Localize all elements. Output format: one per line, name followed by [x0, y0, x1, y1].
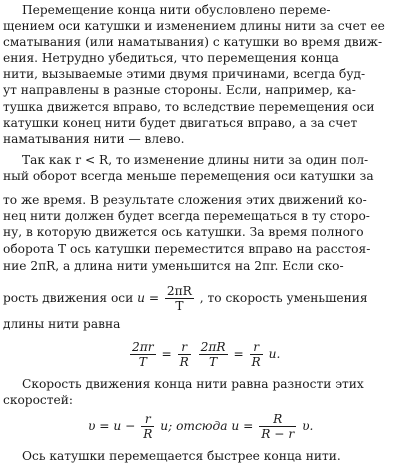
text-line: оборота T ось катушки переместится вправо на расстоя-: [3, 242, 371, 256]
equation-tail: υ.: [302, 419, 314, 433]
fraction: [178, 340, 191, 369]
text-line: ние 2πR, а длина нити уменьшится на 2πr. Если ско-: [3, 259, 344, 273]
fraction-numerator: R: [259, 412, 296, 427]
fraction-numerator: 2πR: [200, 340, 226, 354]
equation-left: υ = u −: [88, 419, 136, 433]
fraction-denominator: R: [251, 355, 261, 369]
speed-line: [3, 282, 368, 314]
fraction-denominator: R: [143, 427, 153, 441]
text-line: Перемещение конца нити обусловлено переме-: [22, 3, 331, 17]
text-line: ения. Нетрудно убедиться, что перемещения конца: [3, 51, 339, 65]
speed-fraction: [165, 284, 194, 313]
speed-u: u =: [137, 291, 160, 305]
text-line: наматывания нити — влево.: [3, 132, 185, 146]
fraction-denominator: R − r: [261, 427, 295, 441]
fraction: [130, 340, 156, 369]
fraction-numerator: 2πR: [166, 284, 192, 298]
text-line: то же время. В результате сложения этих движений ко-: [3, 193, 367, 207]
text-line: ну, в которую движется ось катушки. За время полного: [3, 225, 364, 239]
fraction: [259, 412, 296, 441]
text-line: катушки конец нити будет двигаться вправо, а за счет: [3, 116, 358, 130]
equation-middle: u; отсюда u =: [160, 419, 254, 433]
text-line: ный оборот всегда меньше перемещения оси катушки за: [3, 169, 374, 183]
fraction-denominator: T: [138, 355, 147, 369]
text-line: Так как r < R, то изменение длины нити за один пол-: [22, 153, 369, 167]
text-line: Скорость движения конца нити равна разности этих: [22, 377, 364, 391]
equation-2: [88, 412, 313, 441]
equals-sign: =: [233, 347, 244, 361]
text-line: ут направлены в разные стороны. Если, например, ка-: [3, 83, 356, 97]
fraction-denominator: T: [209, 355, 218, 369]
text-line: длины нити равна: [3, 317, 121, 331]
text-line: щением оси катушки и изменением длины нити за счет ее: [3, 19, 385, 33]
fraction: [199, 340, 228, 369]
speed-line-before: рость движения оси: [3, 291, 134, 305]
text-line: сматывания (или наматывания) с катушки во время движ-: [3, 35, 383, 49]
text-line: нити, вызываемые этими двумя причинами, всегда буд-: [3, 67, 366, 81]
equation-1: [128, 340, 280, 369]
fraction: [141, 412, 154, 441]
text-line: нец нити должен будет всегда перемещаться в ту сторо-: [3, 209, 370, 223]
fraction-numerator: 2πr: [132, 340, 154, 354]
equals-sign: =: [161, 347, 172, 361]
fraction-denominator: T: [175, 299, 184, 313]
fraction: [250, 340, 263, 369]
speed-line-after: , то скорость уменьшения: [199, 291, 368, 305]
text-line: скоростей:: [3, 393, 73, 407]
equation-tail: u.: [268, 347, 281, 361]
fraction-numerator: r: [141, 412, 154, 427]
conclusion-line: Ось катушки перемещается быстрее конца нити.: [22, 449, 341, 463]
fraction-denominator: R: [179, 355, 189, 369]
fraction-numerator: r: [250, 340, 263, 355]
text-line: тушка движется вправо, то вследствие перемещения оси: [3, 100, 375, 114]
fraction-numerator: r: [178, 340, 191, 355]
